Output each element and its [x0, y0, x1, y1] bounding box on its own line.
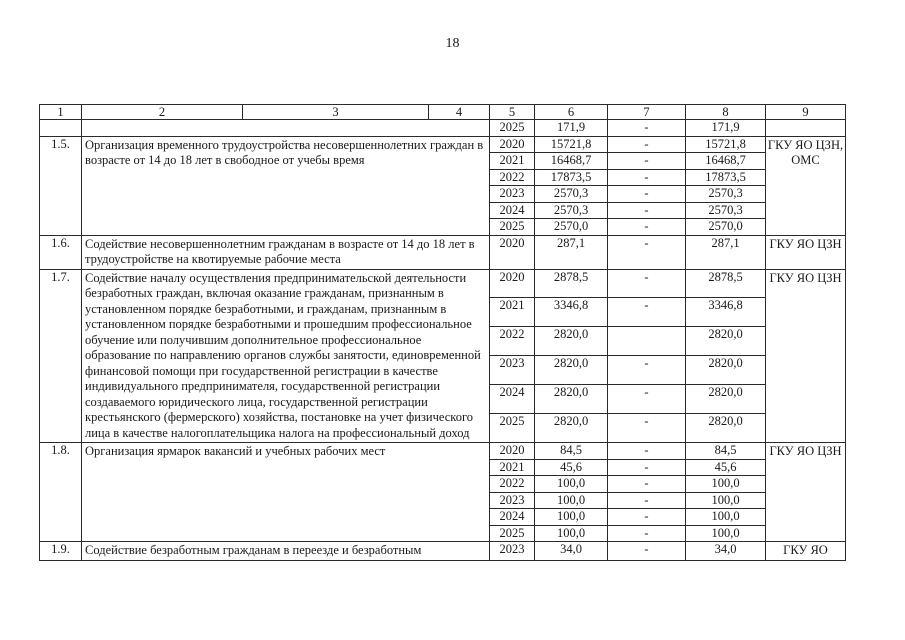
responsible-org: ГКУ ЯО ЦЗН	[766, 269, 846, 443]
col7-value: -	[608, 414, 686, 443]
col8-value: 2820,0	[686, 385, 766, 414]
col6-value: 2820,0	[535, 385, 608, 414]
header-col-2: 2	[82, 105, 243, 119]
year-cell: 2025	[490, 414, 535, 443]
carry-num-cell	[40, 120, 82, 137]
col8-value: 17873,5	[686, 169, 766, 186]
col8-value: 2820,0	[686, 327, 766, 356]
carry-col7: -	[608, 120, 686, 137]
col7-value: -	[608, 298, 686, 327]
col7-value: -	[608, 235, 686, 269]
col8-value: 100,0	[686, 492, 766, 509]
carry-col8: 171,9	[686, 120, 766, 137]
col8-value: 287,1	[686, 235, 766, 269]
table-row	[40, 542, 846, 561]
year-cell: 2023	[490, 356, 535, 385]
page-number: 18	[445, 36, 460, 51]
col6-value: 2570,3	[535, 186, 608, 203]
header-col-5: 5	[490, 105, 535, 120]
year-cell: 2021	[490, 298, 535, 327]
col7-value: -	[608, 202, 686, 219]
col7-value: -	[608, 443, 686, 460]
year-cell: 2024	[490, 509, 535, 526]
section-number: 1.8.	[40, 443, 82, 542]
header-col-7: 7	[608, 105, 686, 120]
year-cell: 2021	[490, 459, 535, 476]
carry-over-row	[40, 120, 846, 137]
col8-value: 45,6	[686, 459, 766, 476]
col8-value: 15721,8	[686, 136, 766, 153]
year-cell: 2025	[490, 525, 535, 542]
section-description: Организация временного трудоустройства несовершеннолетних граждан в возрасте от 14 до 18 лет в свободное от учебы время	[82, 136, 490, 235]
col6-value: 2570,3	[535, 202, 608, 219]
col6-value: 15721,8	[535, 136, 608, 153]
col7-value: -	[608, 136, 686, 153]
responsible-org: ГКУ ЯО ЦЗН, ОМС	[766, 136, 846, 235]
section-number: 1.5.	[40, 136, 82, 235]
header-col-3: 3	[243, 105, 429, 119]
col6-value: 100,0	[535, 492, 608, 509]
col6-value: 287,1	[535, 235, 608, 269]
col7-value: -	[608, 269, 686, 298]
col8-value: 100,0	[686, 525, 766, 542]
section-number: 1.6.	[40, 235, 82, 269]
col7-value: -	[608, 476, 686, 493]
table-row	[40, 269, 846, 298]
col8-value: 2820,0	[686, 356, 766, 385]
col7-value: -	[608, 525, 686, 542]
year-cell: 2023	[490, 492, 535, 509]
table-row	[40, 443, 846, 460]
header-col-8: 8	[686, 105, 766, 120]
year-cell: 2022	[490, 169, 535, 186]
year-cell: 2025	[490, 219, 535, 236]
col8-value: 2570,3	[686, 202, 766, 219]
year-cell: 2020	[490, 136, 535, 153]
carry-desc-cell	[82, 120, 490, 137]
col7-value: -	[608, 509, 686, 526]
col8-value: 84,5	[686, 443, 766, 460]
col7-value: -	[608, 492, 686, 509]
year-cell: 2020	[490, 443, 535, 460]
col8-value: 34,0	[686, 542, 766, 561]
col8-value: 100,0	[686, 509, 766, 526]
section-description: Содействие несовершеннолетним гражданам в возрасте от 14 до 18 лет в трудоустройстве на квотируемые рабочие места	[82, 235, 490, 269]
year-cell: 2022	[490, 327, 535, 356]
col6-value: 2820,0	[535, 356, 608, 385]
carry-col6: 171,9	[535, 120, 608, 137]
col7-value: -	[608, 169, 686, 186]
col7-value: -	[608, 542, 686, 561]
col7-value	[608, 327, 686, 356]
col7-value: -	[608, 186, 686, 203]
year-cell: 2024	[490, 385, 535, 414]
table-row	[40, 235, 846, 269]
col6-value: 16468,7	[535, 153, 608, 170]
responsible-org: ГКУ ЯО ЦЗН	[766, 443, 846, 542]
col7-value: -	[608, 219, 686, 236]
col8-value: 3346,8	[686, 298, 766, 327]
col6-value: 2820,0	[535, 327, 608, 356]
col7-value: -	[608, 356, 686, 385]
col8-value: 100,0	[686, 476, 766, 493]
year-cell: 2021	[490, 153, 535, 170]
col7-value: -	[608, 385, 686, 414]
section-description: Содействие началу осуществления предпринимательской деятельности безработных граждан, включая оказание гражданам, признанным в установленном порядке безработными, и гражданам, признанным в установленном порядке безработными и прошедшим профессиональное обучение или получившим дополнительное профессиональное образование по направлению органов службы занятости, единовременной финансовой помощи при государственной регистрации в качестве индивидуального предпринимателя, государственной регистрации создаваемого юридического лица, государственной регистрации крестьянского (фермерского) хозяйства, постановке на учет физического лица в качестве налогоплательщика налога на профессиональный доход	[82, 269, 490, 443]
carry-year: 2025	[490, 120, 535, 137]
header-col-4: 4	[455, 105, 463, 119]
col6-value: 2570,0	[535, 219, 608, 236]
col6-value: 2878,5	[535, 269, 608, 298]
section-description: Организация ярмарок вакансий и учебных рабочих мест	[82, 443, 490, 542]
carry-org-cell	[766, 120, 846, 137]
table-row	[40, 136, 846, 153]
year-cell: 2022	[490, 476, 535, 493]
col7-value: -	[608, 153, 686, 170]
col8-value: 2570,3	[686, 186, 766, 203]
header-col-9: 9	[766, 105, 846, 120]
responsible-org: ГКУ ЯО ЦЗН	[766, 235, 846, 269]
section-number: 1.9.	[40, 542, 82, 561]
col6-value: 45,6	[535, 459, 608, 476]
program-table	[39, 104, 846, 561]
section-description: Содействие безработным гражданам в переезде и безработным	[82, 542, 490, 561]
year-cell: 2024	[490, 202, 535, 219]
col6-value: 100,0	[535, 509, 608, 526]
col6-value: 84,5	[535, 443, 608, 460]
col8-value: 2570,0	[686, 219, 766, 236]
header-col-1: 1	[40, 105, 82, 120]
col8-value: 2878,5	[686, 269, 766, 298]
col6-value: 100,0	[535, 525, 608, 542]
col6-value: 17873,5	[535, 169, 608, 186]
col7-value: -	[608, 459, 686, 476]
col6-value: 3346,8	[535, 298, 608, 327]
year-cell: 2020	[490, 235, 535, 269]
header-col-2-3-4	[82, 105, 490, 120]
col8-value: 16468,7	[686, 153, 766, 170]
section-number: 1.7.	[40, 269, 82, 443]
col8-value: 2820,0	[686, 414, 766, 443]
header-col-6: 6	[535, 105, 608, 120]
responsible-org: ГКУ ЯО	[766, 542, 846, 561]
year-cell: 2023	[490, 542, 535, 561]
header-row	[40, 105, 846, 120]
col6-value: 100,0	[535, 476, 608, 493]
year-cell: 2023	[490, 186, 535, 203]
col6-value: 2820,0	[535, 414, 608, 443]
col6-value: 34,0	[535, 542, 608, 561]
year-cell: 2020	[490, 269, 535, 298]
